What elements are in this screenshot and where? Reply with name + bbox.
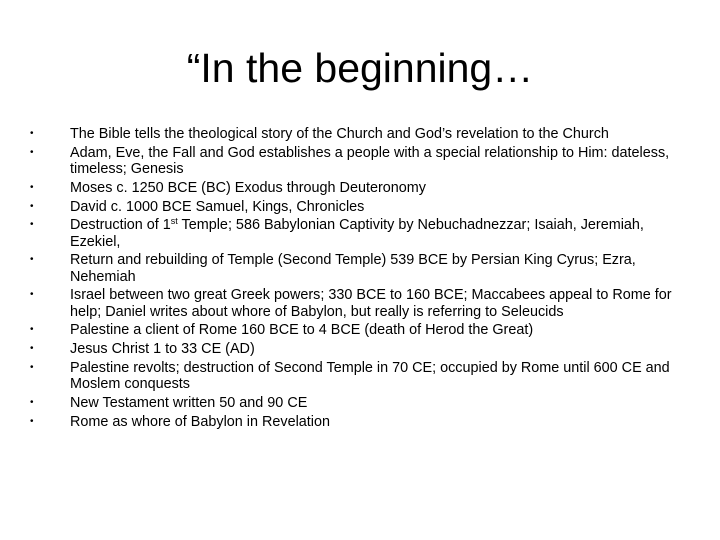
list-item: [30, 252, 680, 284]
bullet-text: Israel between two great Greek powers; 330 BCE to 160 BCE; Maccabees appeal to Rome for help; Daniel writes about whore of Babylon, but really is referring to Seleucids: [70, 287, 672, 320]
bullet-text: Palestine a client of Rome 160 BCE to 4 BCE (death of Herod the Great): [70, 322, 534, 339]
bullet-text: [70, 217, 680, 249]
list-item: [30, 414, 680, 430]
slide-title: “In the beginning…: [186, 45, 534, 91]
bullet-icon: •: [30, 128, 34, 139]
bullet-text: Moses c. 1250 BCE (BC) Exodus through Deuteronomy: [70, 179, 426, 196]
list-item: [30, 395, 680, 411]
list-item: [30, 217, 680, 249]
bullet-icon: •: [30, 254, 34, 266]
bullet-icon: •: [30, 396, 34, 408]
bullet-text: Rome as whore of Babylon in Revelation: [70, 413, 330, 430]
list-item: [30, 360, 680, 392]
list-item: [30, 126, 680, 142]
bullet-icon: •: [30, 146, 34, 158]
list-item: [30, 341, 680, 357]
list-item: [30, 322, 680, 338]
bullet-icon: •: [30, 200, 34, 212]
bullet-text: Palestine revolts; destruction of Second Temple in 70 CE; occupied by Rome until 600 CE and Moslem conquests: [70, 359, 670, 393]
bullet-icon: •: [30, 361, 34, 373]
bullet-icon: •: [30, 343, 34, 355]
bullet-icon: •: [30, 289, 34, 301]
bullet-text: The Bible tells the theological story of the Church and God’s revelation to the Church: [70, 126, 609, 142]
bullet-icon: •: [30, 181, 34, 193]
bullet-list: [30, 126, 680, 433]
bullet-text: David c. 1000 BCE Samuel, Kings, Chronicles: [70, 198, 365, 215]
ordinal-superscript: st: [170, 216, 178, 227]
bullet-text-part: Temple; 586 Babylonian Captivity by Nebuchadnezzar; Isaiah, Jeremiah, Ezekiel,: [70, 217, 644, 250]
bullet-icon: •: [30, 219, 34, 231]
bullet-text: Adam, Eve, the Fall and God establishes a people with a special relationship to Him: dateless, timeless; Genesis: [70, 144, 670, 177]
list-item: [30, 287, 680, 319]
bullet-text: Return and rebuilding of Temple (Second Temple) 539 BCE by Persian King Cyrus; Ezra, Nehemiah: [70, 252, 636, 285]
list-item: [30, 145, 680, 177]
bullet-text-part: Destruction of 1: [70, 217, 171, 234]
list-item: [30, 180, 680, 196]
bullet-text: Jesus Christ 1 to 33 CE (AD): [70, 341, 255, 358]
list-item: [30, 199, 680, 215]
bullet-icon: •: [30, 324, 34, 336]
bullet-icon: •: [30, 415, 34, 427]
bullet-text: New Testament written 50 and 90 CE: [70, 394, 308, 411]
